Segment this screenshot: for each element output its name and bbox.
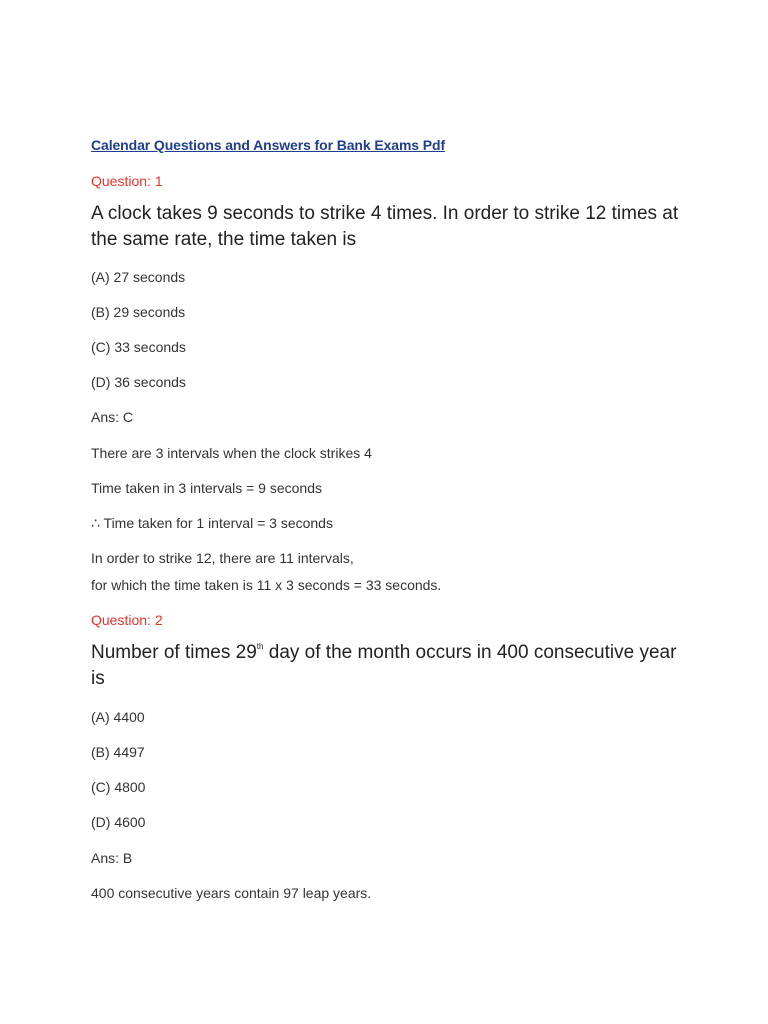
- question-2-text-part: Number of times 29: [91, 642, 257, 663]
- question-1-text: A clock takes 9 seconds to strike 4 times. In order to strike 12 times at the same rate, the time taken is: [91, 203, 679, 250]
- question-1-option-c: (C) 33 seconds: [91, 339, 186, 355]
- question-1-answer: Ans: C: [91, 409, 134, 425]
- question-1-explanation-line: for which the time taken is 11 x 3 seconds = 33 seconds.: [91, 577, 442, 593]
- question-1-explanation-line: ∴ Time taken for 1 interval = 3 seconds: [91, 515, 333, 531]
- question-1-explanation-line: In order to strike 12, there are 11 intervals,: [91, 550, 354, 566]
- question-2-option-b: (B) 4497: [91, 744, 145, 760]
- question-1-explanation-line: Time taken in 3 intervals = 9 seconds: [91, 480, 322, 496]
- ordinal-suffix: th: [256, 642, 264, 651]
- question-1-explanation-line: There are 3 intervals when the clock strikes 4: [91, 445, 372, 461]
- question-2-text-part: day of the month occurs in 400 consecutive year is: [91, 642, 677, 689]
- question-1-option-a: (A) 27 seconds: [91, 269, 186, 285]
- question-1-label: Question: 1: [91, 173, 163, 189]
- question-2-option-d: (D) 4600: [91, 814, 146, 830]
- question-2-label: Question: 2: [91, 612, 163, 628]
- question-2-option-c: (C) 4800: [91, 779, 146, 795]
- question-2-explanation-line: 400 consecutive years contain 97 leap years.: [91, 885, 372, 901]
- question-1-option-d: (D) 36 seconds: [91, 374, 186, 390]
- document-title-link[interactable]: Calendar Questions and Answers for Bank Exams Pdf: [91, 137, 446, 153]
- question-1-option-b: (B) 29 seconds: [91, 304, 186, 320]
- question-2-option-a: (A) 4400: [91, 709, 145, 725]
- question-2-text: [91, 640, 691, 692]
- question-2-answer: Ans: B: [91, 850, 133, 866]
